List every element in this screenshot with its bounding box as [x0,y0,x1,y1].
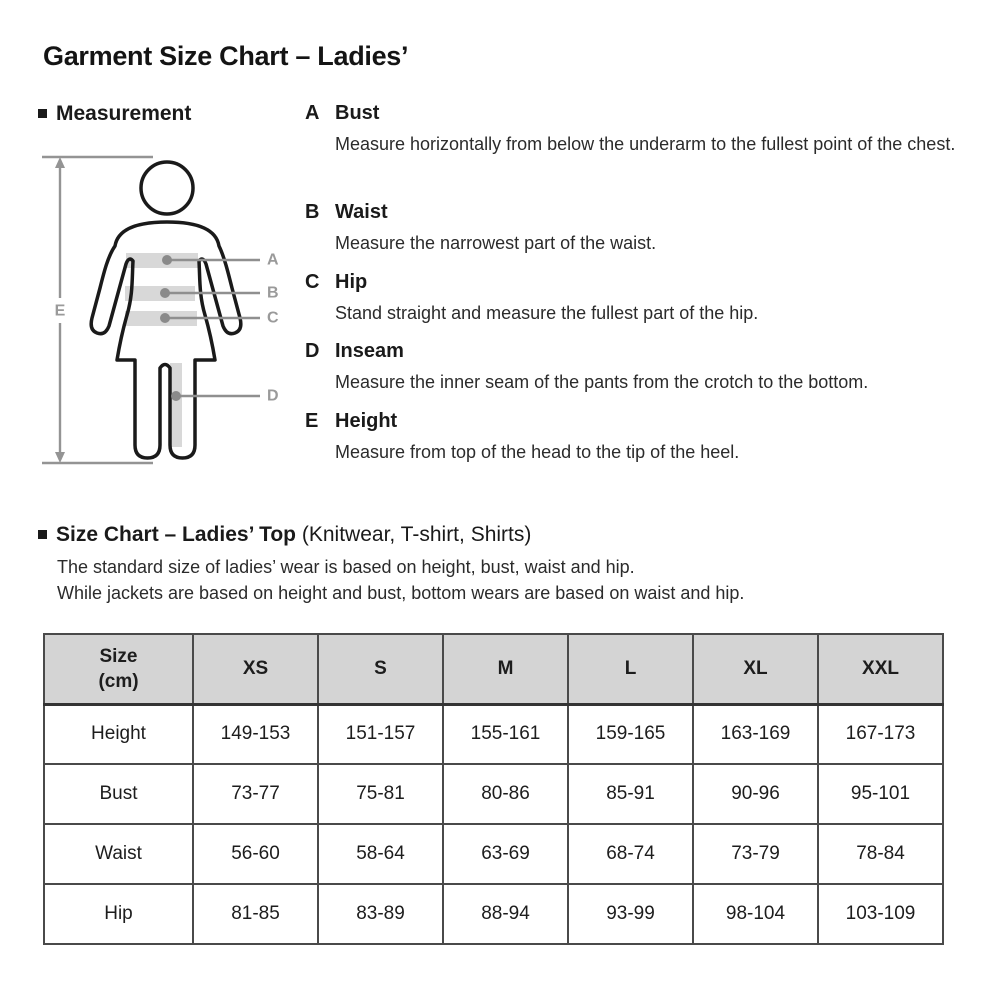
row-label: Bust [44,764,193,824]
size-table-header-s: S [318,634,443,704]
table-cell: 85-91 [568,764,693,824]
table-row-bust [44,764,943,824]
diagram-label-c: C [267,309,279,327]
size-chart-heading-sublabel: (Knitwear, T-shirt, Shirts) [301,523,532,546]
table-row-waist [44,824,943,884]
diagram-label-d: D [267,387,279,405]
definition-description: Measure the narrowest part of the waist. [335,233,657,253]
table-row-hip [44,884,943,944]
table-cell: 73-77 [193,764,318,824]
table-cell: 81-85 [193,884,318,944]
definition-term: Waist [335,201,388,223]
definition-term: Height [335,410,398,432]
table-cell: 95-101 [818,764,943,824]
table-cell: 98-104 [693,884,818,944]
definition-term: Inseam [335,340,404,362]
size-table-header-xxl: XXL [818,634,943,704]
size-table-header-l: L [568,634,693,704]
definition-term: Hip [335,271,368,293]
size-table-header-size: Size (cm) [44,634,193,704]
table-cell: 78-84 [818,824,943,884]
table-cell: 163-169 [693,704,818,764]
size-chart-section-heading [38,524,531,545]
table-cell: 73-79 [693,824,818,884]
table-cell: 56-60 [193,824,318,884]
row-label: Height [44,704,193,764]
definition-letter: B [305,201,320,223]
table-cell: 159-165 [568,704,693,764]
table-cell: 68-74 [568,824,693,884]
measurement-heading-label: Measurement [56,102,192,125]
table-cell: 83-89 [318,884,443,944]
definition-hip [305,270,977,326]
row-label: Hip [44,884,193,944]
table-cell: 63-69 [443,824,568,884]
table-cell: 155-161 [443,704,568,764]
diagram-label-b: B [267,284,279,302]
definition-description: Measure horizontally from below the underarm to the fullest point of the chest. [335,134,956,154]
definition-description: Measure from top of the head to the tip of the heel. [335,442,740,462]
size-table-header-m: M [443,634,568,704]
definition-description: Stand straight and measure the fullest part of the hip. [335,303,759,323]
definition-term: Bust [335,102,380,124]
table-cell: 103-109 [818,884,943,944]
size-chart-heading-label: Size Chart – Ladies’ Top [56,523,297,546]
table-cell: 167-173 [818,704,943,764]
diagram-label-e: E [54,302,66,320]
table-cell: 88-94 [443,884,568,944]
page-title: Garment Size Chart – Ladies’ [43,41,409,71]
definition-letter: E [305,410,319,432]
table-cell: 93-99 [568,884,693,944]
size-table-header-xl: XL [693,634,818,704]
table-cell: 90-96 [693,764,818,824]
size-table-header-row [44,634,943,704]
definition-bust [305,101,977,157]
definition-letter: D [305,340,320,362]
row-label: Waist [44,824,193,884]
size-table-header-xs: XS [193,634,318,704]
table-cell: 75-81 [318,764,443,824]
size-table [43,633,944,945]
table-cell: 149-153 [193,704,318,764]
table-cell: 151-157 [318,704,443,764]
table-cell: 80-86 [443,764,568,824]
definition-inseam [305,339,977,395]
table-cell: 58-64 [318,824,443,884]
table-row-height [44,704,943,764]
size-chart-intro-line-2: While jackets are based on height and bust, bottom wears are based on waist and hip. [57,583,745,603]
definition-waist [305,200,977,256]
definition-height [305,409,977,465]
definition-letter: C [305,271,320,293]
definition-letter: A [305,102,320,124]
definition-description: Measure the inner seam of the pants from the crotch to the bottom. [335,372,869,392]
diagram-label-a: A [267,251,279,269]
bullet-square-icon [38,530,47,539]
size-chart-intro-line-1: The standard size of ladies’ wear is based on height, bust, waist and hip. [57,557,635,577]
